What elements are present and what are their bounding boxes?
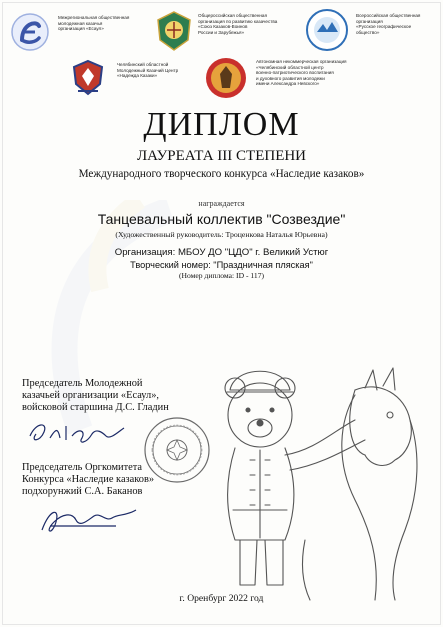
youth-cossack-center-logo — [68, 58, 108, 98]
signature-1-line-2: казачьей организации «Есаул», — [22, 390, 159, 402]
org-5-text: Автономная некоммерческая организация «Челябинский областной центр военно-патриотического воспитания и духовного развития молодежи имени Александра Невского» — [256, 59, 347, 87]
diploma-title: ДИПЛОМ — [143, 106, 300, 143]
signature-block-2 — [22, 462, 154, 499]
org-2-text: Общероссийская общественная организация по развитию казачества «Союз Казаков-Воинов России и Зарубежья» — [198, 13, 278, 35]
signature-2-handwriting — [36, 502, 146, 538]
esaul-logo — [10, 12, 50, 52]
supervisor-line: (Художественный руководитель: Троценкова Наталья Юрьевна) — [115, 230, 328, 239]
bear-cossack-illustration — [205, 360, 430, 605]
awarded-label: награждается — [198, 199, 245, 208]
cossack-warriors-logo — [155, 10, 193, 52]
contest-name: Международного творческого конкурса «Наследие казаков» — [78, 168, 365, 180]
signature-2-line-2: Конкурса «Наследие казаков» — [22, 474, 155, 486]
recipient-name: Танцевальный коллектив "Созвездие" — [97, 211, 346, 227]
signature-1-line-1: Председатель Молодежной — [22, 378, 143, 389]
org-4-text: Челябинский областной Молодежный Казачий Центр «Надежда Казаки» — [117, 62, 179, 79]
org-3-text: Всероссийская общественная организация «Русское географическое общество» — [356, 13, 421, 35]
diploma-degree: ЛАУРЕАТА III СТЕПЕНИ — [136, 148, 307, 164]
signature-block-1 — [22, 378, 169, 415]
organization-line: Организация: МБОУ ДО "ЦДО" г. Великий Устюг — [114, 247, 329, 258]
place-date: г. Оренбург 2022 год — [179, 593, 264, 604]
diploma-number: (Номер диплома: ID - 117) — [178, 271, 265, 280]
signature-1-handwriting — [26, 418, 136, 448]
signature-2-line-3: подхорунжий С.А. Баканов — [22, 486, 143, 498]
performance-number: Творческий номер: "Праздничная пляская" — [130, 260, 313, 270]
signature-2-line-1: Председатель Оргкомитета — [22, 462, 143, 473]
geographic-society-logo — [305, 8, 349, 52]
org-1-text: Межрегиональная общественная молодежная казачья организация «Есаул» — [58, 15, 130, 32]
signature-1-line-3: войсковой старшина Д.С. Гладин — [22, 402, 169, 414]
nevsky-center-logo — [205, 56, 247, 100]
